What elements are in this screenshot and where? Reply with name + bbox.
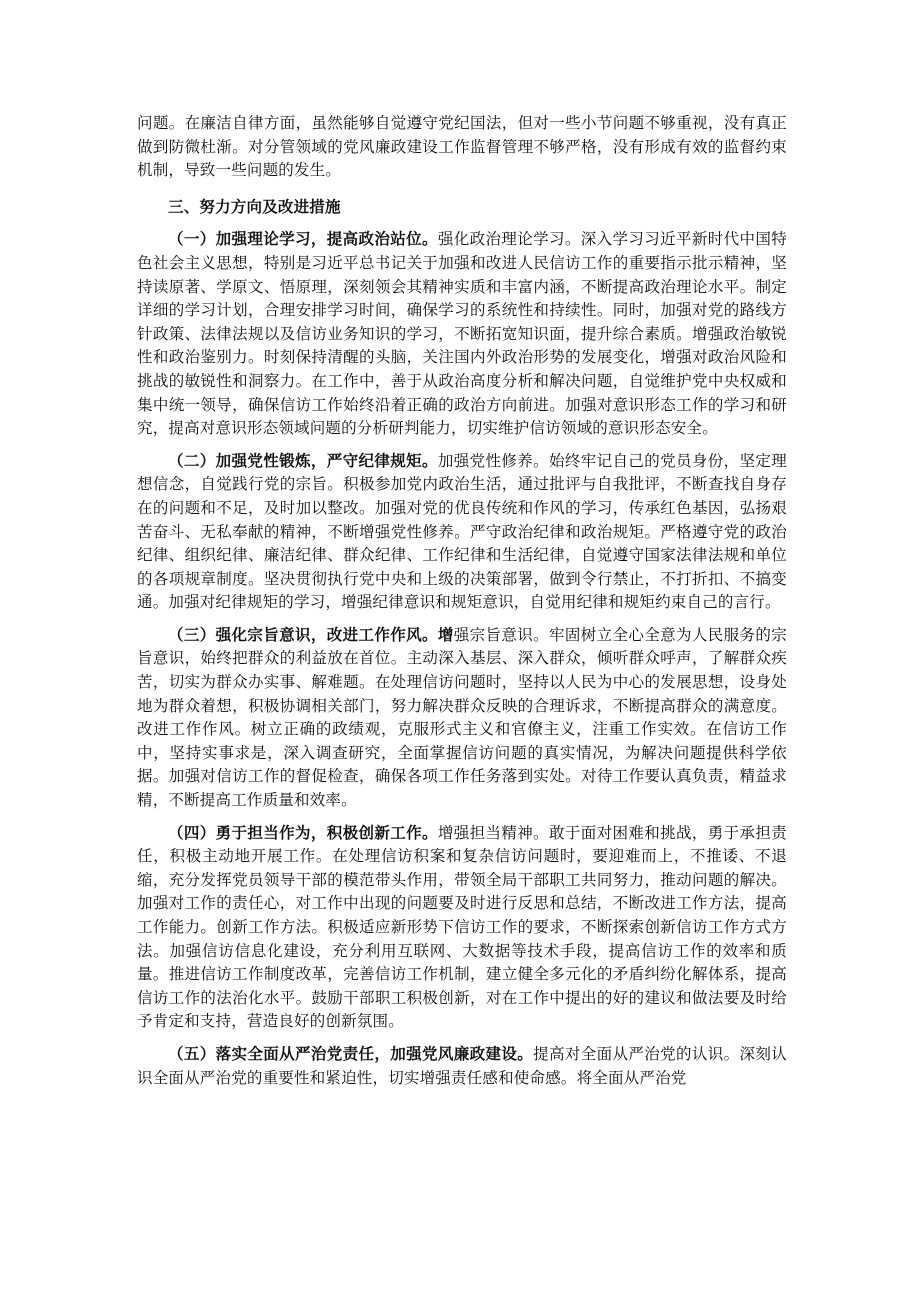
paragraph-5 — [137, 1042, 787, 1090]
intro-paragraph: 问题。在廉洁自律方面，虽然能够自觉遵守党纪国法，但对一些小节问题不够重视，没有真正做到防微杜渐。对分管领域的党风廉政建设工作监督管理不够严格，没有形成有效的监督约束机制，导致一些问题的发生。 — [137, 114, 787, 180]
paragraph-5-body: 提高对全面从严治党的认识。深刻认识全面从严治党的重要性和紧迫性，切实增强责任感和使命感。将全面从严治党 — [137, 1044, 787, 1087]
paragraph-1 — [137, 227, 787, 440]
paragraph-3-heading: （三）强化宗旨意识，改进工作作风。增 — [168, 624, 454, 644]
section-heading: 三、努力方向及改进措施 — [168, 196, 341, 216]
paragraph-5-heading: （五）落实全面从严治党责任，加强党风廉政建设。 — [168, 1043, 534, 1063]
paragraph-4-heading: （四）勇于担当作为，积极创新工作。 — [168, 822, 438, 842]
paragraph-4 — [137, 821, 787, 1034]
paragraph-2-body: 加强党性修养。始终牢记自己的党员身份，坚定理想信念，自觉践行党的宗旨。积极参加党内政治生活，通过批评与自我批评，不断查找自身存在的问题和不足，及时加以整改。加强对党的优良传统和作风的学习，传承红色基因，弘扬艰苦奋斗、无私奉献的精神，不断增强党性修养。严守政治纪律和政治规矩。严格遵守党的政治纪律、组织纪律、廉洁纪律、群众纪律、工作纪律和生活纪律，自觉遵守国家法律法规和单位的各项规章制度。坚决贯彻执行党中央和上级的决策部署，做到令行禁止，不打折扣、不搞变通。加强对纪律规矩的学习，增强纪律意识和规矩意识，自觉用纪律和规矩约束自己的言行。 — [137, 451, 788, 612]
document-page — [137, 112, 787, 1090]
paragraph-1-heading: （一）加强理论学习，提高政治站位。 — [168, 229, 438, 249]
paragraph-3-body: 强宗旨意识。牢固树立全心全意为人民服务的宗旨意识，始终把群众的利益放在首位。主动深入基层、深入群众，倾听群众呼声，了解群众疾苦，切实为群众办实事、解难题。在处理信访问题时，坚持以人民为中心的发展思想，设身处地为群众着想，积极协调相关部门，努力解决群众反映的合理诉求，不断提高群众的满意度。改进工作作风。树立正确的政绩观，克服形式主义和官僚主义，注重工作实效。在信访工作中，坚持实事求是，深入调查研究，全面掌握信访问题的真实情况，为解决问题提供科学依据。加强对信访工作的督促检查，确保各项工作任务落到实处。对待工作要认真负责，精益求精，不断提高工作质量和效率。 — [137, 625, 788, 810]
paragraph-2-heading: （二）加强党性锻炼，严守纪律规矩。 — [168, 450, 438, 470]
paragraph-2 — [137, 449, 787, 615]
paragraph-4-body: 增强担当精神。敢于面对困难和挑战，勇于承担责任，积极主动地开展工作。在处理信访积案和复杂信访问题时，要迎难而上，不推诿、不退缩，充分发挥党员领导干部的模范带头作用，带领全局干部职工共同努力，推动问题的解决。加强对工作的责任心，对工作中出现的问题要及时进行反思和总结，不断改进工作方法，提高工作能力。创新工作方法。积极适应新形势下信访工作的要求，不断探索创新信访工作方式方法。加强信访信息化建设，充分利用互联网、大数据等技术手段，提高信访工作的效率和质量。推进信访工作制度改革，完善信访工作机制，建立健全多元化的矛盾纠纷化解体系，提高信访工作的法治化水平。鼓励干部职工积极创新，对在工作中提出的好的建议和做法要及时给予肯定和支持，营造良好的创新氛围。 — [137, 823, 788, 1031]
paragraph-3 — [137, 623, 787, 813]
paragraph-1-body: 强化政治理论学习。深入学习习近平新时代中国特色社会主义思想，特别是习近平总书记关于加强和改进人民信访工作的重要指示批示精神，坚持读原著、学原文、悟原理，深刻领会其精神实质和丰富内涵，不断提高政治理论水平。制定详细的学习计划，合理安排学习时间，确保学习的系统性和持续性。同时，加强对党的路线方针政策、法律法规以及信访业务知识的学习，不断拓宽知识面，提升综合素质。增强政治敏锐性和政治鉴别力。时刻保持清醒的头脑，关注国内外政治形势的发展变化，增强对政治风险和挑战的敏锐性和洞察力。在工作中，善于从政治高度分析和解决问题，自觉维护党中央权威和集中统一领导，确保信访工作始终沿着正确的政治方向前进。加强对意识形态工作的学习和研究，提高对意识形态领域问题的分析研判能力，切实维护信访领域的意识形态安全。 — [137, 230, 788, 438]
